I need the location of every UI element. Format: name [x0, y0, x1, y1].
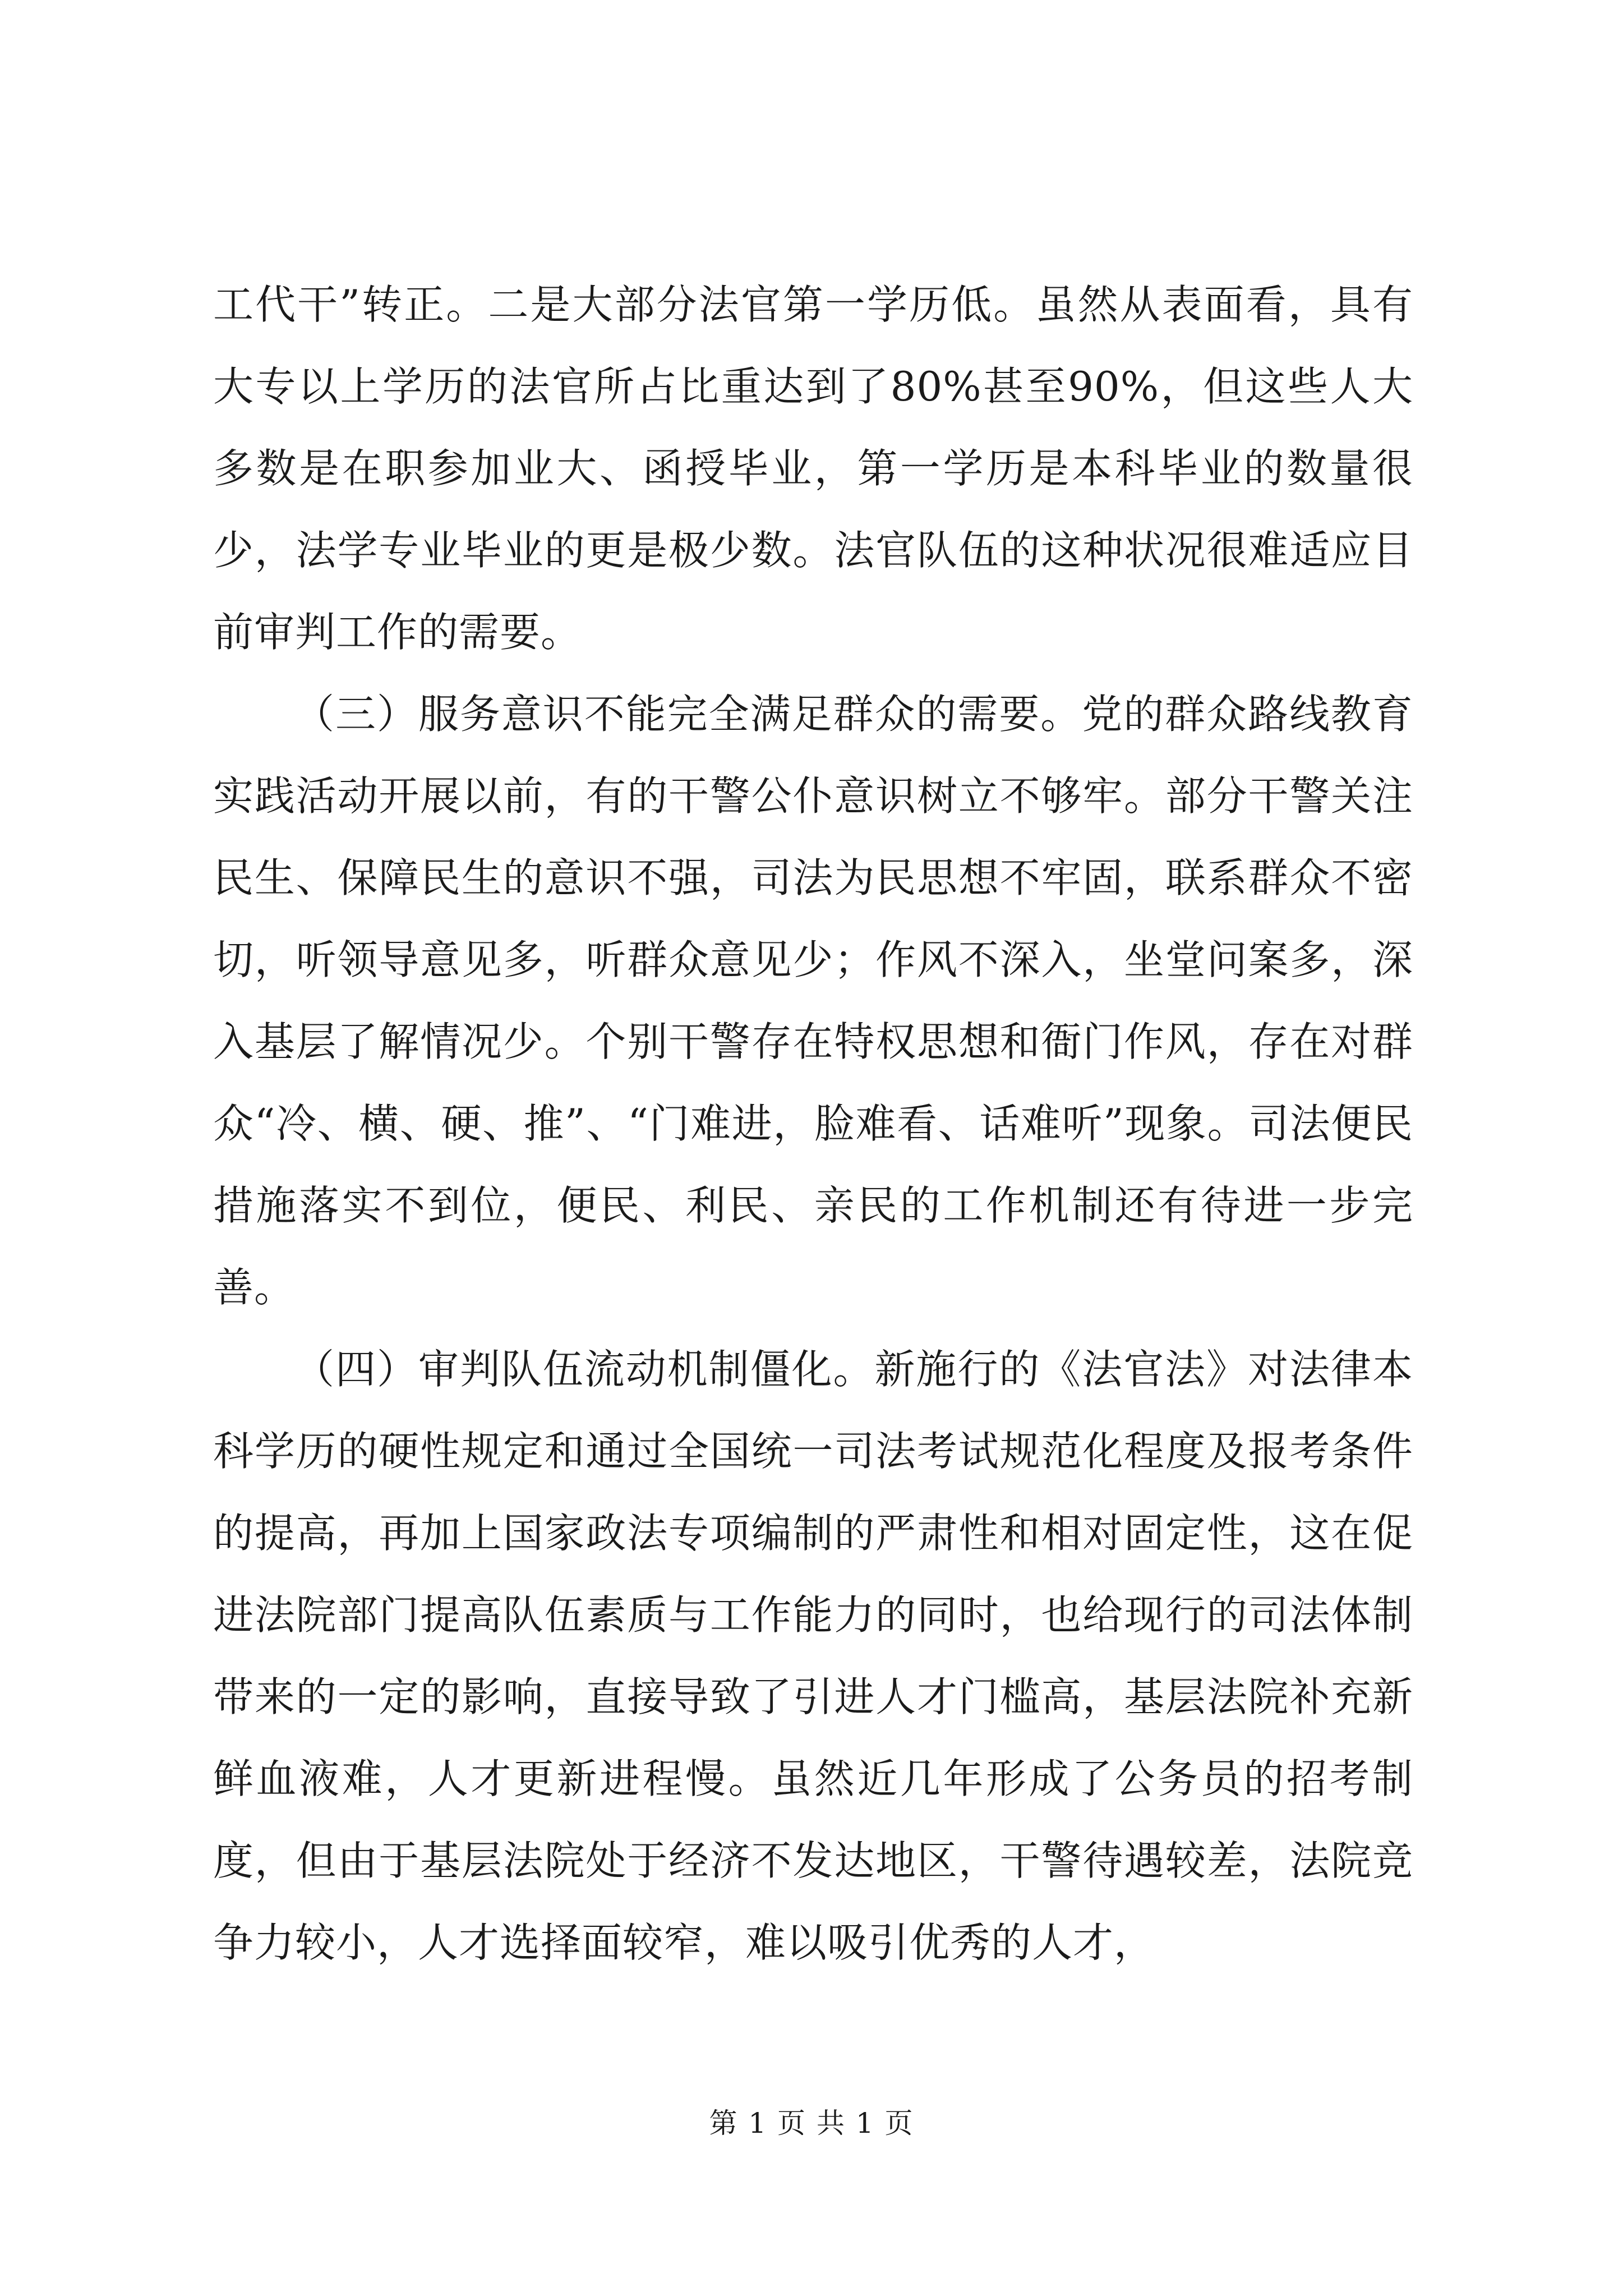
document-body: [213, 264, 1413, 1984]
paragraph-3: （四）审判队伍流动机制僵化。新施行的《法官法》对法律本科学历的硬性规定和通过全国统一司法考试规范化程度及报考条件的提高，再加上国家政法专项编制的严肃性和相对固定性，这在促进法院部门提高队伍素质与工作能力的同时，也给现行的司法体制带来的一定的影响，直接导致了引进人才门槛高，基层法院补充新鲜血液难，人才更新进程慢。虽然近几年形成了公务员的招考制度，但由于基层法院处于经济不发达地区，干警待遇较差，法院竞争力较小，人才选择面较窄，难以吸引优秀的人才，: [213, 1346, 1413, 1966]
page-footer: 第 1 页 共 1 页: [709, 2107, 914, 2139]
paragraph-1: 工代干”转正。二是大部分法官第一学历低。虽然从表面看，具有大专以上学历的法官所占比重达到了80%甚至90%，但这些人大多数是在职参加业大、函授毕业，第一学历是本科毕业的数量很少，法学专业毕业的更是极少数。法官队伍的这种状况很难适应目前审判工作的需要。: [213, 281, 1413, 656]
paragraph-2: （三）服务意识不能完全满足群众的需要。党的群众路线教育实践活动开展以前，有的干警公仆意识树立不够牢。部分干警关注民生、保障民生的意识不强，司法为民思想不牢固，联系群众不密切，听领导意见多，听群众意见少；作风不深入，坐堂问案多，深入基层了解情况少。个别干警存在特权思想和衙门作风，存在对群众“冷、横、硬、推”、“门难进，脸难看、话难听”现象。司法便民措施落实不到位，便民、利民、亲民的工作机制还有待进一步完善。: [213, 691, 1413, 1311]
